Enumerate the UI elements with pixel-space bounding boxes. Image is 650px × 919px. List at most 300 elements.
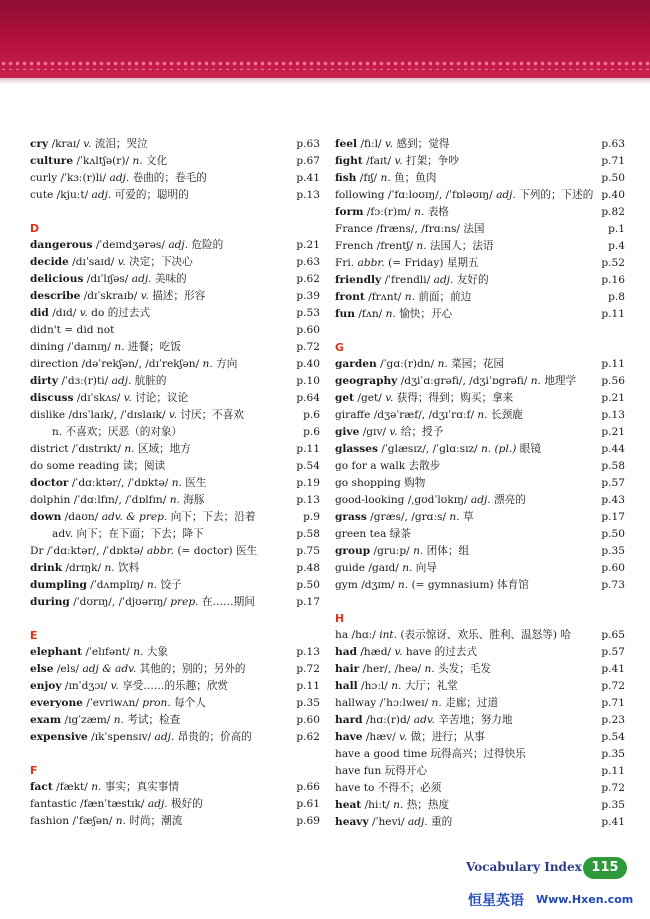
pronunciation: /get/ — [357, 392, 382, 404]
definition: 购物 — [404, 477, 426, 489]
entry-text — [335, 136, 449, 153]
page-ref: p.40 — [601, 189, 625, 201]
page-ref: p.41 — [601, 663, 625, 675]
index-entry — [335, 221, 625, 238]
pronunciation: /kjuːt/ — [56, 189, 89, 201]
definition: 长颈鹿 — [490, 409, 523, 421]
part-of-speech: n. — [397, 579, 409, 591]
part-of-speech: n. — [113, 714, 124, 726]
headword: Dr — [30, 545, 44, 557]
entry-text — [52, 424, 182, 441]
page-ref: p.40 — [296, 358, 320, 370]
page-ref: p.17 — [296, 596, 320, 608]
pronunciation: /græs/, /grɑːs/ — [370, 511, 447, 523]
footer-title: Vocabulary Index — [466, 860, 582, 874]
definition: (= gymnasium) 体育馆 — [411, 579, 529, 591]
entry-text — [30, 170, 207, 187]
brand-url: Www.Hxen.com — [536, 893, 634, 906]
definition: 进餐；吃饭 — [127, 341, 181, 353]
pronunciation: /dʒəˈræf/, /dʒɪˈrɑːf/ — [373, 409, 475, 421]
headword: group — [335, 545, 371, 557]
page-ref: p.71 — [601, 155, 625, 167]
entry-text — [30, 661, 246, 678]
headword: guide — [335, 562, 366, 574]
pronunciation: /fɪʃ/ — [359, 172, 378, 184]
page-ref: p.72 — [296, 341, 320, 353]
index-entry — [30, 712, 320, 729]
definition: (表示惊讶、欢乐、胜利、温怒等) 哈 — [400, 629, 571, 641]
part-of-speech: v. — [117, 256, 126, 268]
pronunciation: /ˈevriwʌn/ — [86, 697, 139, 709]
index-entry — [30, 305, 320, 322]
headword: green tea — [335, 528, 387, 540]
part-of-speech: adj. — [111, 375, 132, 387]
pronunciation: /hiːt/ — [364, 799, 390, 811]
index-entry — [335, 458, 625, 475]
definition: 给；授予 — [400, 426, 444, 438]
page-ref: p.72 — [601, 782, 625, 794]
part-of-speech: n. — [424, 663, 435, 675]
headword: have fun — [335, 765, 382, 777]
part-of-speech: n. — [380, 172, 391, 184]
page-ref: p.50 — [601, 528, 625, 540]
headword: fantastic — [30, 798, 77, 810]
page-ref: p.82 — [601, 206, 625, 218]
index-entry — [30, 813, 320, 830]
definition: 方向 — [216, 358, 238, 370]
index-entry — [335, 272, 625, 289]
entry-text — [30, 153, 167, 170]
entry-text — [335, 441, 541, 458]
part-of-speech: n. — [391, 680, 402, 692]
page-ref: p.11 — [601, 358, 625, 370]
headword: drink — [30, 562, 63, 574]
page-ref: p.63 — [601, 138, 625, 150]
page-ref: p.23 — [601, 714, 625, 726]
page-number-badge: 115 — [583, 857, 627, 879]
pronunciation: /dɪˈlɪʃəs/ — [86, 273, 129, 285]
entry-text — [52, 526, 204, 543]
definition: 向导 — [415, 562, 437, 574]
index-entry — [335, 763, 625, 780]
pronunciation: /ˈhɔːlweɪ/ — [379, 697, 429, 709]
headword: cute — [30, 189, 54, 201]
index-entry — [335, 136, 625, 153]
headword: hallway — [335, 697, 377, 709]
page-ref: p.35 — [296, 697, 320, 709]
entry-text — [30, 712, 180, 729]
page-ref: p.75 — [296, 545, 320, 557]
page-ref: p.62 — [296, 273, 320, 285]
page-ref: p.63 — [296, 256, 320, 268]
index-entry — [30, 187, 320, 204]
index-entry — [30, 254, 320, 271]
part-of-speech: v. — [140, 290, 149, 302]
entry-text — [335, 644, 477, 661]
entry-text — [335, 238, 494, 255]
index-entry — [30, 526, 320, 543]
definition: 菜园；花园 — [451, 358, 505, 370]
part-of-speech: n. — [477, 409, 488, 421]
headword: glasses — [335, 443, 378, 455]
headword: fashion — [30, 815, 70, 827]
part-of-speech: v. — [79, 307, 88, 319]
part-of-speech: n. (pl.) — [480, 443, 517, 455]
pronunciation: /dʒiˈɑːgrəfi/, /dʒiˈɒgrəfi/ — [400, 375, 528, 387]
headword: hall — [335, 680, 358, 692]
entry-text — [30, 729, 252, 746]
entry-text — [335, 661, 491, 678]
definition: 玩得高兴；过得快乐 — [430, 748, 526, 760]
headword: did — [30, 307, 49, 319]
entry-text — [335, 712, 512, 729]
part-of-speech: v. — [83, 138, 92, 150]
index-entry — [30, 560, 320, 577]
part-of-speech: v. — [384, 138, 394, 150]
headword: didn't = did not — [30, 324, 115, 336]
entry-text — [335, 458, 440, 475]
index-entry — [335, 577, 625, 594]
page-ref: p.50 — [296, 579, 320, 591]
entry-text — [335, 306, 452, 323]
entry-text — [335, 746, 526, 763]
headword: garden — [335, 358, 377, 370]
entry-text — [30, 813, 182, 830]
part-of-speech: adj. — [131, 273, 152, 285]
page-ref: p.9 — [303, 511, 320, 523]
page-ref: p.43 — [601, 494, 625, 506]
page-ref: p.11 — [601, 765, 625, 777]
entry-text — [335, 255, 479, 272]
headword: give — [335, 426, 360, 438]
pronunciation: /fræns/, /frɑːns/ — [376, 223, 460, 235]
definition: 决定；下决心 — [129, 256, 193, 268]
pronunciation: /hɑː(r)d/ — [365, 714, 411, 726]
index-entry — [335, 424, 625, 441]
definition: 热；热度 — [406, 799, 450, 811]
definition: 打架；争吵 — [405, 155, 459, 167]
page-ref: p.44 — [601, 443, 625, 455]
index-entry — [30, 475, 320, 492]
definition: 大厅；礼堂 — [404, 680, 458, 692]
entry-text — [335, 424, 443, 441]
part-of-speech: n. — [124, 443, 135, 455]
page-ref: p.72 — [296, 663, 320, 675]
pronunciation: /daʊn/ — [64, 511, 99, 523]
index-entry — [335, 661, 625, 678]
headword: have to — [335, 782, 375, 794]
entry-text — [30, 644, 168, 661]
page-ref: p.58 — [296, 528, 320, 540]
headword: French — [335, 240, 374, 252]
page-ref: p.21 — [296, 239, 320, 251]
part-of-speech: v. — [385, 392, 394, 404]
pronunciation: /drɪŋk/ — [65, 562, 102, 574]
index-entry — [335, 560, 625, 577]
index-entry — [30, 644, 320, 661]
part-of-speech: n. — [416, 240, 427, 252]
definition: 漂亮的 — [494, 494, 526, 506]
page-ref: p.71 — [601, 697, 625, 709]
entry-text — [335, 289, 471, 306]
headword: giraffe — [335, 409, 371, 421]
index-entry — [335, 187, 625, 204]
index-entry — [30, 356, 320, 373]
definition: (= doctor) 医生 — [177, 545, 258, 557]
page-ref: p.13 — [296, 646, 320, 658]
definition: 卷曲的；卷毛的 — [132, 172, 207, 184]
definition: 昂贵的；价高的 — [177, 731, 252, 743]
part-of-speech: n. — [171, 477, 182, 489]
headword: go shopping — [335, 477, 401, 489]
headword: decide — [30, 256, 69, 268]
page-ref: p.66 — [296, 781, 320, 793]
headword: dining — [30, 341, 64, 353]
headword: down — [30, 511, 62, 523]
definition: 向下；下去；沿着 — [170, 511, 256, 523]
headword: fun — [335, 308, 355, 320]
index-entry — [335, 712, 625, 729]
entry-text — [30, 594, 255, 611]
page-ref: p.21 — [601, 392, 625, 404]
page-ref: p.13 — [601, 409, 625, 421]
definition: (= Friday) 星期五 — [388, 257, 479, 269]
page-ref: p.13 — [296, 494, 320, 506]
page-ref: p.65 — [601, 629, 625, 641]
header-dots-decoration — [0, 60, 650, 70]
part-of-speech: v. — [110, 680, 119, 692]
index-entry — [30, 492, 320, 509]
entry-text — [335, 729, 485, 746]
page-ref: p.8 — [608, 291, 625, 303]
entry-text — [335, 678, 458, 695]
definition: 流泪；哭泣 — [94, 138, 148, 150]
index-entry — [335, 255, 625, 272]
pronunciation: /hæv/ — [365, 731, 396, 743]
definition: 友好的 — [456, 274, 489, 286]
entry-text — [30, 322, 114, 339]
part-of-speech: n. — [413, 545, 424, 557]
right-column — [335, 136, 625, 831]
headword: during — [30, 596, 70, 608]
entry-text — [335, 390, 513, 407]
definition: 饮料 — [118, 562, 140, 574]
brand-logo: 恒星英语 — [468, 893, 524, 909]
definition: 描述；形容 — [152, 290, 206, 302]
part-of-speech: v. — [168, 409, 178, 421]
headword: had — [335, 646, 357, 658]
page-ref: p.69 — [296, 815, 320, 827]
definition: 区域；地方 — [137, 443, 191, 455]
page-ref: p.11 — [296, 443, 320, 455]
pronunciation: /ˈdaɪnɪŋ/ — [67, 341, 111, 353]
page-ref: p.19 — [296, 477, 320, 489]
part-of-speech: n. — [202, 358, 213, 370]
headword: discuss — [30, 392, 74, 404]
entry-text — [335, 170, 436, 187]
pronunciation: /ɪnˈdʒɔɪ/ — [64, 680, 108, 692]
part-of-speech: abbr. — [357, 257, 385, 269]
definition: 走廊；过道 — [445, 697, 499, 709]
definition: 事实；真实事情 — [104, 781, 179, 793]
part-of-speech: prep. — [170, 596, 199, 608]
part-of-speech: n. — [402, 562, 413, 574]
page-ref: p.61 — [296, 798, 320, 810]
index-entry — [30, 594, 320, 611]
index-entry — [30, 373, 320, 390]
definition: 时尚；潮流 — [129, 815, 183, 827]
definition: 绿茶 — [389, 528, 411, 540]
definition: 美味的 — [154, 273, 187, 285]
entry-text — [335, 763, 427, 780]
page-ref: p.4 — [608, 240, 625, 252]
definition: 玩得开心 — [384, 765, 428, 777]
entry-text — [30, 288, 205, 305]
part-of-speech: n. — [393, 799, 404, 811]
index-entry — [30, 661, 320, 678]
entry-text — [30, 187, 189, 204]
pronunciation: /dəˈrekʃən/, /dɪˈrekʃən/ — [81, 358, 200, 370]
header-shadow — [0, 78, 650, 84]
pronunciation: /dɪsˈlaɪk/, /ˈdɪslaɪk/ — [68, 409, 166, 421]
part-of-speech: n. — [431, 697, 442, 709]
definition: 讨论；议论 — [135, 392, 189, 404]
pronunciation: /ˈhevi/ — [372, 816, 405, 828]
part-of-speech: abbr. — [146, 545, 174, 557]
index-entry — [30, 407, 320, 424]
part-of-speech: v. — [394, 155, 403, 167]
entry-text — [335, 475, 425, 492]
entry-text — [30, 779, 179, 796]
index-entry — [30, 678, 320, 695]
index-entry — [335, 678, 625, 695]
headword: dangerous — [30, 239, 93, 251]
definition: 在……期间 — [201, 596, 255, 608]
page-ref: p.11 — [601, 308, 625, 320]
entry-text — [30, 441, 191, 458]
entry-text — [30, 407, 244, 424]
pronunciation: /fækt/ — [56, 781, 88, 793]
index-entry — [335, 780, 625, 797]
pronunciation: /fiːl/ — [360, 138, 382, 150]
entry-text — [30, 271, 187, 288]
pronunciation: /gɪv/ — [362, 426, 386, 438]
index-entry — [335, 390, 625, 407]
pronunciation: /ˈdɜː(r)ti/ — [61, 375, 109, 387]
page-ref: p.35 — [601, 748, 625, 760]
page-ref: p.17 — [601, 511, 625, 523]
index-entry — [30, 390, 320, 407]
page-ref: p.64 — [296, 392, 320, 404]
definition: 危险的 — [191, 239, 224, 251]
page-ref: p.72 — [601, 680, 625, 692]
page-footer — [0, 852, 650, 912]
pronunciation: /ˈfɑːloʊɪŋ/, /ˈfɒləʊɪŋ/ — [387, 189, 493, 201]
index-entry — [30, 153, 320, 170]
headword: describe — [30, 290, 81, 302]
section-letter: F — [30, 764, 38, 777]
page-ref: p.41 — [296, 172, 320, 184]
headword: front — [335, 291, 365, 303]
headword: hair — [335, 663, 360, 675]
index-entry — [30, 441, 320, 458]
index-entry — [335, 373, 625, 390]
page-ref: p.73 — [601, 579, 625, 591]
part-of-speech: adv. — [413, 714, 435, 726]
headword: get — [335, 392, 355, 404]
index-entry — [30, 237, 320, 254]
index-entry — [335, 356, 625, 373]
part-of-speech: n. — [133, 646, 144, 658]
part-of-speech: n. — [104, 562, 115, 574]
headword: have — [335, 731, 363, 743]
pronunciation: /dʒɪm/ — [361, 579, 395, 591]
part-of-speech: pron. — [142, 697, 171, 709]
definition: 法国 — [463, 223, 485, 235]
part-of-speech: n. — [414, 206, 425, 218]
headword: expensive — [30, 731, 88, 743]
page-ref: p.52 — [601, 257, 625, 269]
index-entry — [30, 796, 320, 813]
index-entry — [335, 543, 625, 560]
headword: direction — [30, 358, 79, 370]
headword: district — [30, 443, 69, 455]
part-of-speech: int. — [379, 629, 398, 641]
index-entry — [30, 695, 320, 712]
headword: heat — [335, 799, 362, 811]
section-letter: E — [30, 629, 38, 642]
definition: 下列的；下述的 — [519, 189, 594, 201]
headword: everyone — [30, 697, 83, 709]
entry-text — [335, 780, 441, 797]
definition: do 的过去式 — [91, 307, 151, 319]
entry-text — [335, 407, 523, 424]
definition: 可爱的；聪明的 — [114, 189, 189, 201]
pronunciation: /her/, /heə/ — [362, 663, 422, 675]
entry-text — [30, 339, 181, 356]
headword: cry — [30, 138, 49, 150]
definition: 草 — [463, 511, 474, 523]
headword: friendly — [335, 274, 382, 286]
entry-text — [30, 543, 257, 560]
part-of-speech: n. — [91, 781, 102, 793]
entry-text — [335, 204, 449, 221]
index-entry — [335, 746, 625, 763]
index-entry — [335, 492, 625, 509]
pronunciation: /dɪˈskraɪb/ — [83, 290, 138, 302]
entry-text — [30, 305, 150, 322]
part-of-speech: adj. — [496, 189, 516, 201]
headword: following — [335, 189, 385, 201]
page-ref: p.56 — [601, 375, 625, 387]
entry-continuation: n. 不喜欢；厌恶（的对象） — [52, 426, 183, 438]
part-of-speech: adj. — [147, 798, 168, 810]
page-ref: p.67 — [296, 155, 320, 167]
definition: 医生 — [185, 477, 207, 489]
index-entry — [30, 424, 320, 441]
entry-text — [335, 509, 474, 526]
definition: 重的 — [431, 816, 453, 828]
pronunciation: /ˈfæʃən/ — [72, 815, 113, 827]
index-entry — [335, 289, 625, 306]
definition: 享受……的乐趣；欣赏 — [122, 680, 229, 692]
section-letter: G — [335, 341, 345, 354]
definition: 法国人；法语 — [429, 240, 494, 252]
entry-text — [335, 373, 576, 390]
pronunciation: /ˈdɑːktər/, /ˈdɒktə/ — [46, 545, 144, 557]
pronunciation: /ˈglæsɪz/, /ˈglɑːsɪz/ — [381, 443, 478, 455]
index-entry — [30, 729, 320, 746]
